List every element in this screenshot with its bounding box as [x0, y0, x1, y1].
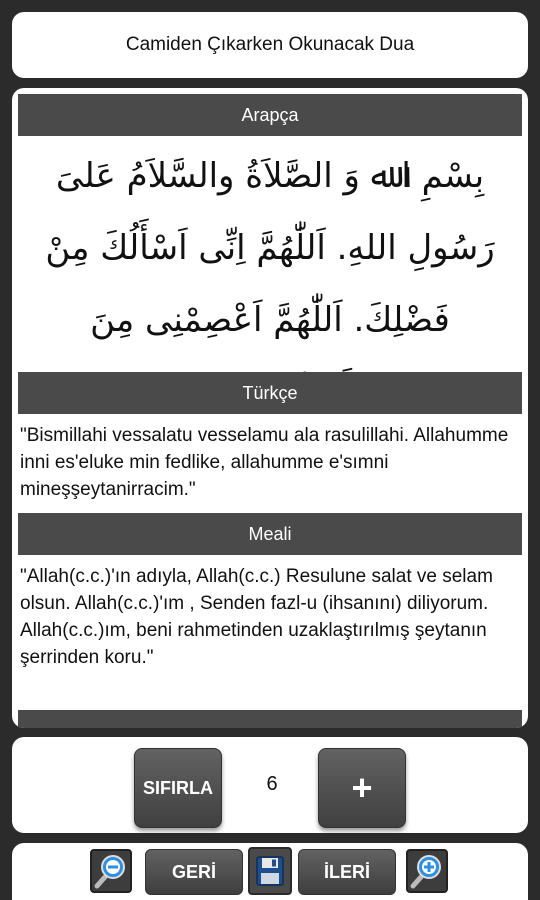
arabic-text: بِسْمِ ا ﷲ وَ الصَّلاَةُ والسَّلاَمُ عَلىَ رَسُولِ اللهِ. اَللّٰهُمَّ اِنِّى اَسْأَلُكَ مِنْ فَضْلِكَ. اَللّٰهُمَّ اَعْصِمْنِى مِنَ — [45, 156, 495, 340]
counter-value: 6 — [266, 773, 278, 795]
next-section-header — [18, 710, 522, 728]
next-button[interactable]: İLERİ — [298, 849, 396, 895]
increment-button[interactable]: + — [318, 748, 406, 828]
turkish-header: Türkçe — [18, 372, 522, 414]
zoom-in-button[interactable] — [406, 849, 448, 893]
meali-header: Meali — [18, 513, 522, 555]
back-button[interactable]: GERİ — [145, 849, 243, 895]
save-icon — [255, 855, 285, 887]
reset-button[interactable]: SIFIRLA — [134, 748, 222, 828]
nav-bar — [12, 843, 528, 900]
page-title: Camiden Çıkarken Okunacak Dua — [125, 34, 415, 55]
counter-card — [12, 737, 528, 833]
turkish-text: "Bismillahi vessalatu vesselamu ala rasulillahi. Allahumme inni es'eluke min fedlike, allahumme e'sımni mineşşeytanirracim." — [20, 425, 509, 500]
zoom-in-icon — [410, 853, 444, 889]
zoom-out-icon — [94, 853, 128, 889]
meali-text: "Allah(c.c.)'ın adıyla, Allah(c.c.) Resulune salat ve selam olsun. Allah(c.c.)'ım , Senden fazl-u (ihsanını) diliyorum. Allah(c.c.)ım, beni rahmetinden uzaklaştırılmış şeytanın şerrinden koru." — [20, 566, 493, 668]
save-button[interactable] — [248, 847, 292, 895]
title-card — [12, 12, 528, 78]
arabic-header: Arapça — [18, 94, 522, 136]
zoom-out-button[interactable] — [90, 849, 132, 893]
content-card[interactable] — [12, 88, 528, 728]
content-scroll[interactable] — [18, 94, 522, 728]
